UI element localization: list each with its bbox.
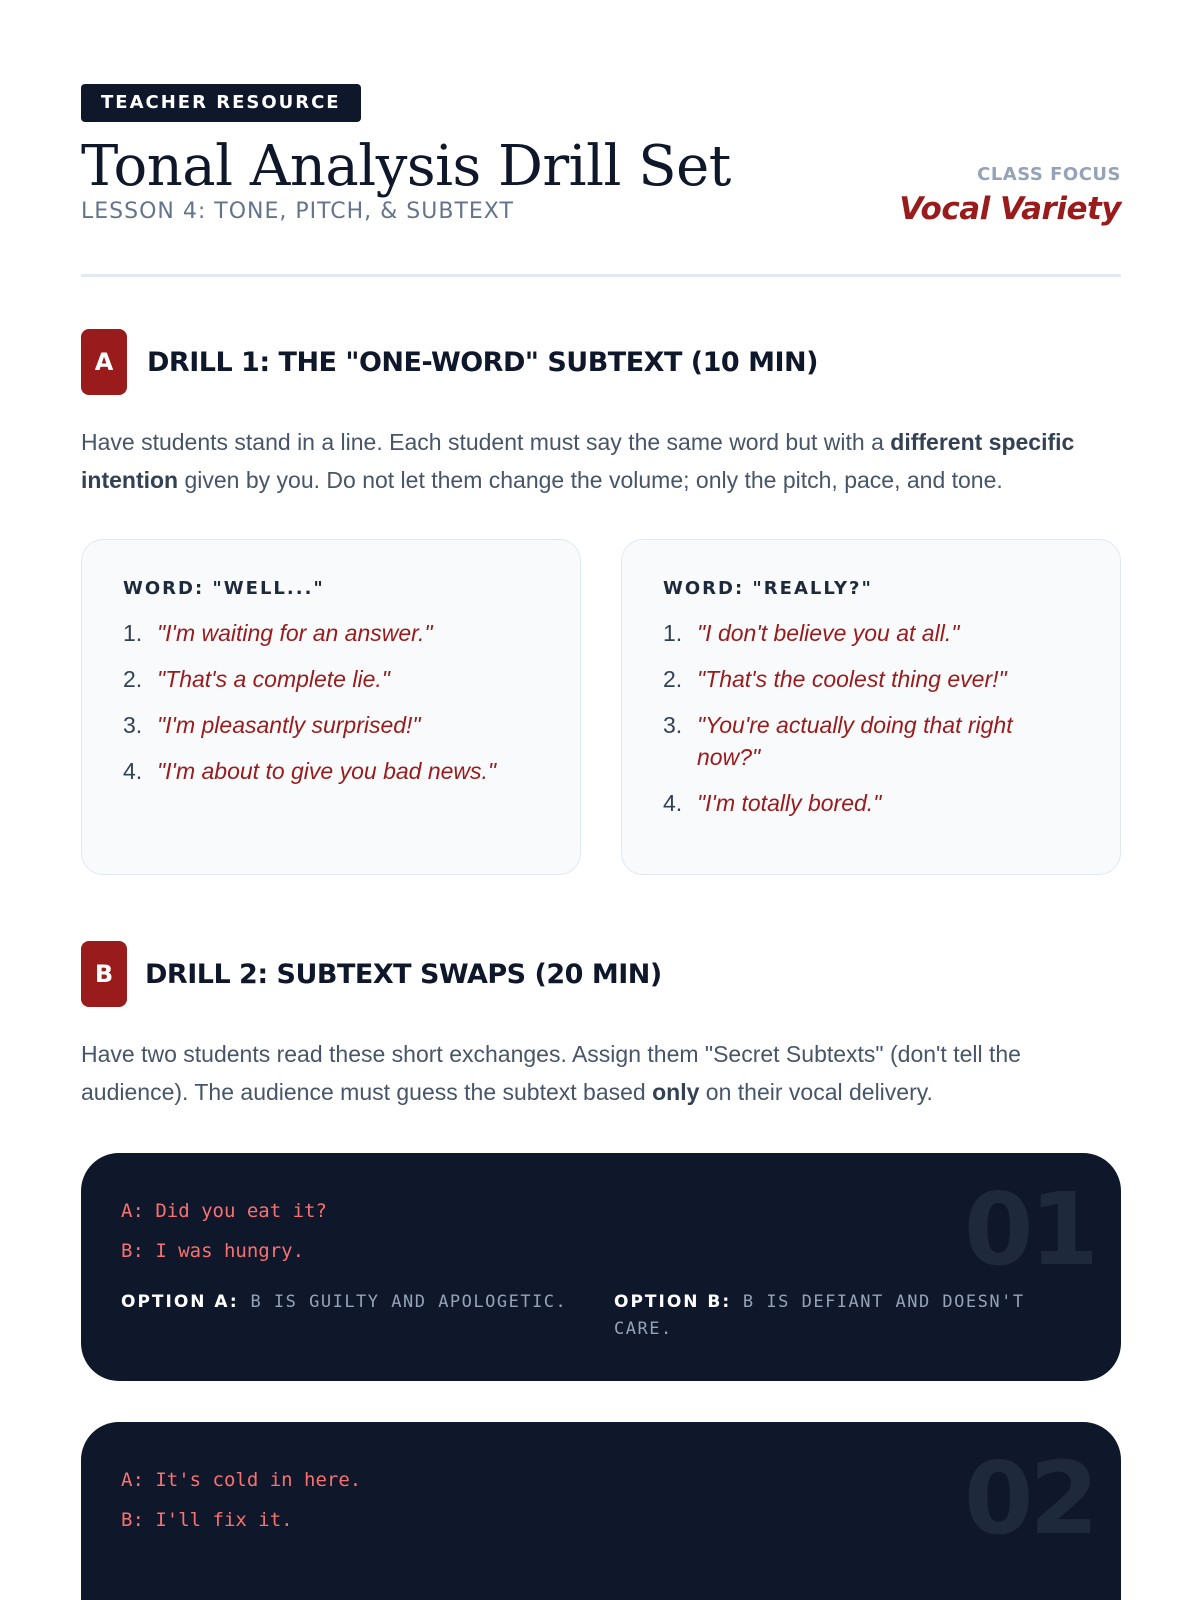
intention-text: "I'm totally bored." — [697, 790, 882, 816]
intention-text: "I'm pleasantly surprised!" — [157, 712, 421, 738]
list-number: 2. — [123, 666, 143, 692]
list-number: 3. — [663, 712, 683, 738]
drill-1-intro-emphasis: different specific intention — [81, 429, 1075, 493]
list-number: 1. — [123, 620, 143, 646]
option-b-label: OPTION B: — [614, 1292, 732, 1312]
word-card-title: WORD: "REALLY?" — [663, 578, 873, 599]
teacher-resource-badge: TEACHER RESOURCE — [81, 84, 361, 122]
list-item — [123, 663, 540, 695]
intention-list — [663, 617, 1080, 819]
intention-text: "That's a complete lie." — [157, 666, 390, 692]
class-focus — [899, 164, 1121, 227]
option-a — [121, 1289, 614, 1343]
drill-1-heading — [81, 329, 1121, 395]
page-title: Tonal Analysis Drill Set — [81, 134, 731, 199]
exchange-number: 02 — [963, 1440, 1095, 1557]
word-cards — [81, 539, 1121, 875]
word-card-well — [81, 539, 581, 875]
list-number: 1. — [663, 620, 683, 646]
drill-1-intro — [81, 423, 1121, 499]
word-card-really — [621, 539, 1121, 875]
exchange-line-b: B: I'll fix it. — [121, 1509, 293, 1531]
page-header — [81, 84, 1121, 277]
drill-2-intro — [81, 1035, 1121, 1111]
word-card-title: WORD: "WELL..." — [123, 578, 325, 599]
list-item — [123, 709, 540, 741]
option-b — [614, 1289, 1044, 1343]
exchange-line-a: A: It's cold in here. — [121, 1469, 362, 1491]
list-item — [123, 617, 540, 649]
list-item — [663, 663, 1080, 695]
drill-1-section — [81, 329, 1121, 875]
intention-text: "I'm about to give you bad news." — [157, 758, 497, 784]
list-item — [663, 787, 1080, 819]
exchange-line-b: B: I was hungry. — [121, 1240, 305, 1262]
drill-1-letter-badge: A — [81, 329, 127, 395]
list-number: 3. — [123, 712, 143, 738]
option-b-text: B IS DEFIANT AND DOESN'T CARE. — [614, 1292, 1025, 1339]
exchange-card-01 — [81, 1153, 1121, 1381]
drill-2-intro-text: Have two students read these short exchanges. Assign them "Secret Subtexts" (don't tell the audience). The audience must guess the subtext based — [81, 1041, 1021, 1105]
class-focus-value: Vocal Variety — [899, 191, 1121, 227]
intention-text: "I don't believe you at all." — [697, 620, 960, 646]
list-item — [123, 755, 540, 787]
lesson-subtitle: LESSON 4: TONE, PITCH, & SUBTEXT — [81, 199, 514, 224]
option-a-label: OPTION A: — [121, 1292, 239, 1312]
option-a-text: B IS GUILTY AND APOLOGETIC. — [238, 1292, 568, 1312]
drill-2-letter-badge: B — [81, 941, 127, 1007]
list-number: 4. — [123, 758, 143, 784]
list-number: 2. — [663, 666, 683, 692]
drill-1-intro-text-end: given by you. Do not let them change the volume; only the pitch, pace, and tone. — [178, 467, 1003, 493]
subtext-options — [121, 1289, 1081, 1343]
drill-1-intro-text: Have students stand in a line. Each student must say the same word but with a — [81, 429, 891, 455]
exchange-card-02 — [81, 1422, 1121, 1600]
intention-list — [123, 617, 540, 787]
class-focus-label: CLASS FOCUS — [977, 164, 1121, 185]
worksheet — [81, 84, 1121, 1600]
list-item — [663, 709, 1080, 773]
intention-text: "You're actually doing that right now?" — [697, 712, 1013, 770]
exchange-number: 01 — [963, 1171, 1095, 1288]
drill-2-title: DRILL 2: SUBTEXT SWAPS (20 MIN) — [145, 958, 662, 990]
drill-2-intro-emphasis: only — [652, 1079, 700, 1105]
drill-2-heading — [81, 941, 1121, 1007]
exchange-line-a: A: Did you eat it? — [121, 1200, 327, 1222]
list-item — [663, 617, 1080, 649]
drill-2-section — [81, 941, 1121, 1600]
drill-2-intro-text-end: on their vocal delivery. — [699, 1079, 933, 1105]
drill-1-title: DRILL 1: THE "ONE-WORD" SUBTEXT (10 MIN) — [147, 346, 818, 378]
list-number: 4. — [663, 790, 683, 816]
intention-text: "I'm waiting for an answer." — [157, 620, 433, 646]
intention-text: "That's the coolest thing ever!" — [697, 666, 1007, 692]
